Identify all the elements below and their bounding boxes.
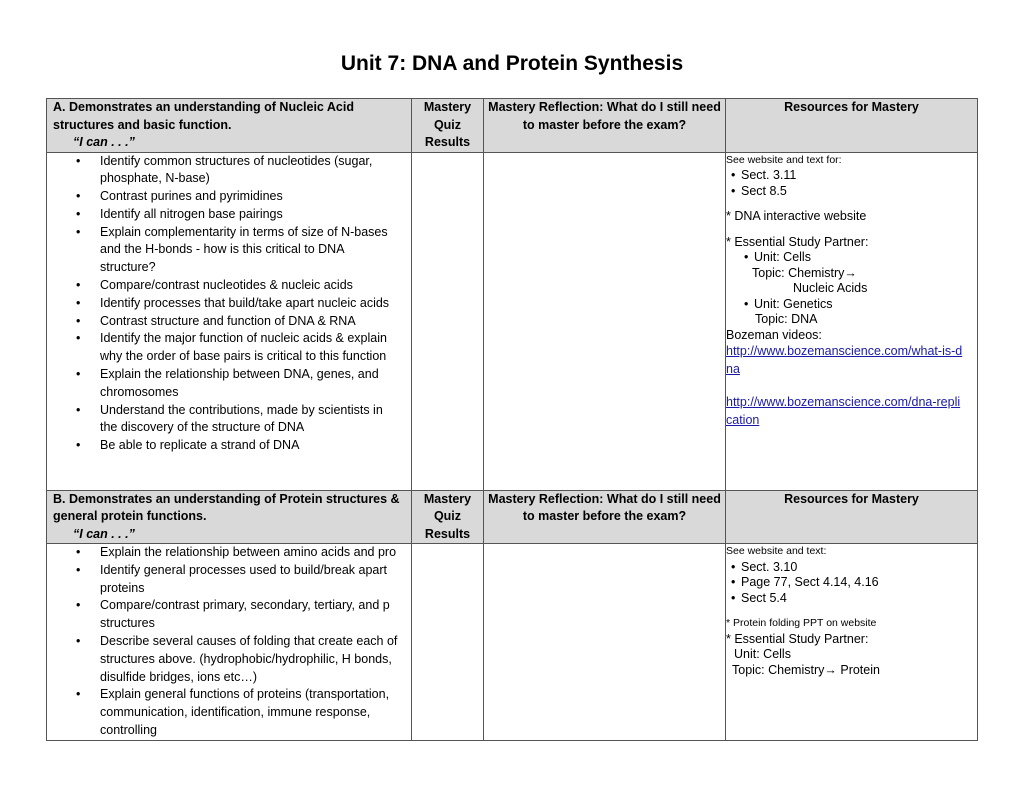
section-b-reflection-cell[interactable] (484, 544, 726, 741)
section-a-quiz-cell[interactable] (412, 152, 484, 490)
goal-item: • Identify common structures of nucleotides (sugar, phosphate, N-base) (100, 153, 400, 189)
resources-intro: See website and text for: (726, 153, 842, 166)
section-b-goals (47, 544, 412, 741)
esp-topic-dna: Topic: DNA (755, 312, 818, 326)
goal-item: • Explain general functions of proteins (transportation, communication, identification, immune response, controlling (100, 686, 410, 739)
resource-sect: • Sect. 3.11 (741, 168, 977, 184)
section-b-quiz-cell[interactable] (412, 544, 484, 741)
essential-study-partner: * Essential Study Partner: (726, 234, 869, 249)
section-a-title-text: A. Demonstrates an understanding of Nucleic Acid structures and basic function. (53, 100, 354, 132)
resource-sect: • Sect 8.5 (741, 184, 977, 200)
esp-unit-cells: Unit: Cells (734, 647, 791, 661)
esp-topic-chemistry-protein: Topic: Chemistry→ Protein (732, 662, 880, 677)
resources-intro: See website and text: (726, 545, 827, 557)
goal-item: • Compare/contrast primary, secondary, tertiary, and p structures (100, 597, 410, 633)
section-a-title (47, 99, 412, 153)
section-a-reflection-header: Mastery Reflection: What do I still need to master before the exam? (484, 99, 726, 153)
protein-folding-ppt: * Protein folding PPT on website (726, 617, 877, 629)
goal-item: • Be able to replicate a strand of DNA (100, 437, 400, 455)
goal-item: • Explain complementarity in terms of size of N-bases and the H-bonds - how is this critical to DNA structure? (100, 224, 400, 277)
section-a-goals (47, 152, 412, 490)
goal-item: • Identify general processes used to build/break apart proteins (100, 562, 410, 598)
section-a-resources (726, 152, 978, 490)
bozeman-videos-label: Bozeman videos: (726, 327, 822, 342)
goal-item: • Understand the contributions, made by scientists in the discovery of the structure of DNA (100, 402, 400, 438)
goal-item: • Describe several causes of folding that create each of structures above. (hydrophobic/hydrophilic, H bonds, disulfide bridges, ions etc…) (100, 633, 410, 686)
section-a-ican: “I can . . .” (73, 135, 135, 149)
essential-study-partner: * Essential Study Partner: (726, 631, 869, 646)
section-a-body (47, 152, 978, 490)
section-a-resources-header: Resources for Mastery (726, 99, 978, 153)
section-a-reflection-cell[interactable] (484, 152, 726, 490)
resource-sect: • Sect 5.4 (741, 591, 977, 607)
section-b-resources (726, 544, 978, 741)
section-a-header (47, 99, 978, 153)
esp-topic-nucleic-acids: Nucleic Acids (793, 281, 868, 295)
section-b-quiz-header: Mastery Quiz Results (412, 490, 484, 544)
dna-interactive-website: * DNA interactive website (726, 209, 867, 223)
esp-unit-cells: • Unit: Cells (754, 250, 977, 266)
goal-item: • Identify the major function of nucleic acids & explain why the order of base pairs is critical to this function (100, 330, 400, 366)
goal-item: • Contrast purines and pyrimidines (100, 188, 400, 206)
esp-unit-genetics: • Unit: Genetics (754, 297, 977, 313)
page-title: Unit 7: DNA and Protein Synthesis (340, 52, 684, 75)
section-b-title (47, 490, 412, 544)
goal-item: • Identify all nitrogen base pairings (100, 206, 400, 224)
section-b-body (47, 544, 978, 741)
goal-item: • Explain the relationship between DNA, genes, and chromosomes (100, 366, 400, 402)
mastery-table (46, 98, 978, 741)
bozeman-link-dna-replication[interactable]: http://www.bozemanscience.com/dna-replication (726, 395, 961, 427)
resource-sect: • Sect. 3.10 (741, 560, 977, 576)
bozeman-link-what-is-dna[interactable]: http://www.bozemanscience.com/what-is-dna (726, 344, 963, 376)
section-b-reflection-header: Mastery Reflection: What do I still need to master before the exam? (484, 490, 726, 544)
goal-item: • Contrast structure and function of DNA & RNA (100, 313, 400, 331)
goal-item: • Compare/contrast nucleotides & nucleic acids (100, 277, 400, 295)
section-b-ican: “I can . . .” (73, 526, 135, 541)
section-a-quiz-header: Mastery Quiz Results (412, 99, 484, 153)
section-b-header (47, 490, 978, 544)
section-b-resources-header: Resources for Mastery (726, 490, 978, 544)
section-b-title-text: B. Demonstrates an understanding of Protein structures & general protein functions. (53, 491, 400, 523)
esp-topic-chemistry: Topic: Chemistry→ (752, 265, 857, 280)
goal-item: • Explain the relationship between amino acids and pro (100, 544, 410, 562)
resource-sect: • Page 77, Sect 4.14, 4.16 (741, 575, 977, 591)
goal-item: • Identify processes that build/take apart nucleic acids (100, 295, 400, 313)
